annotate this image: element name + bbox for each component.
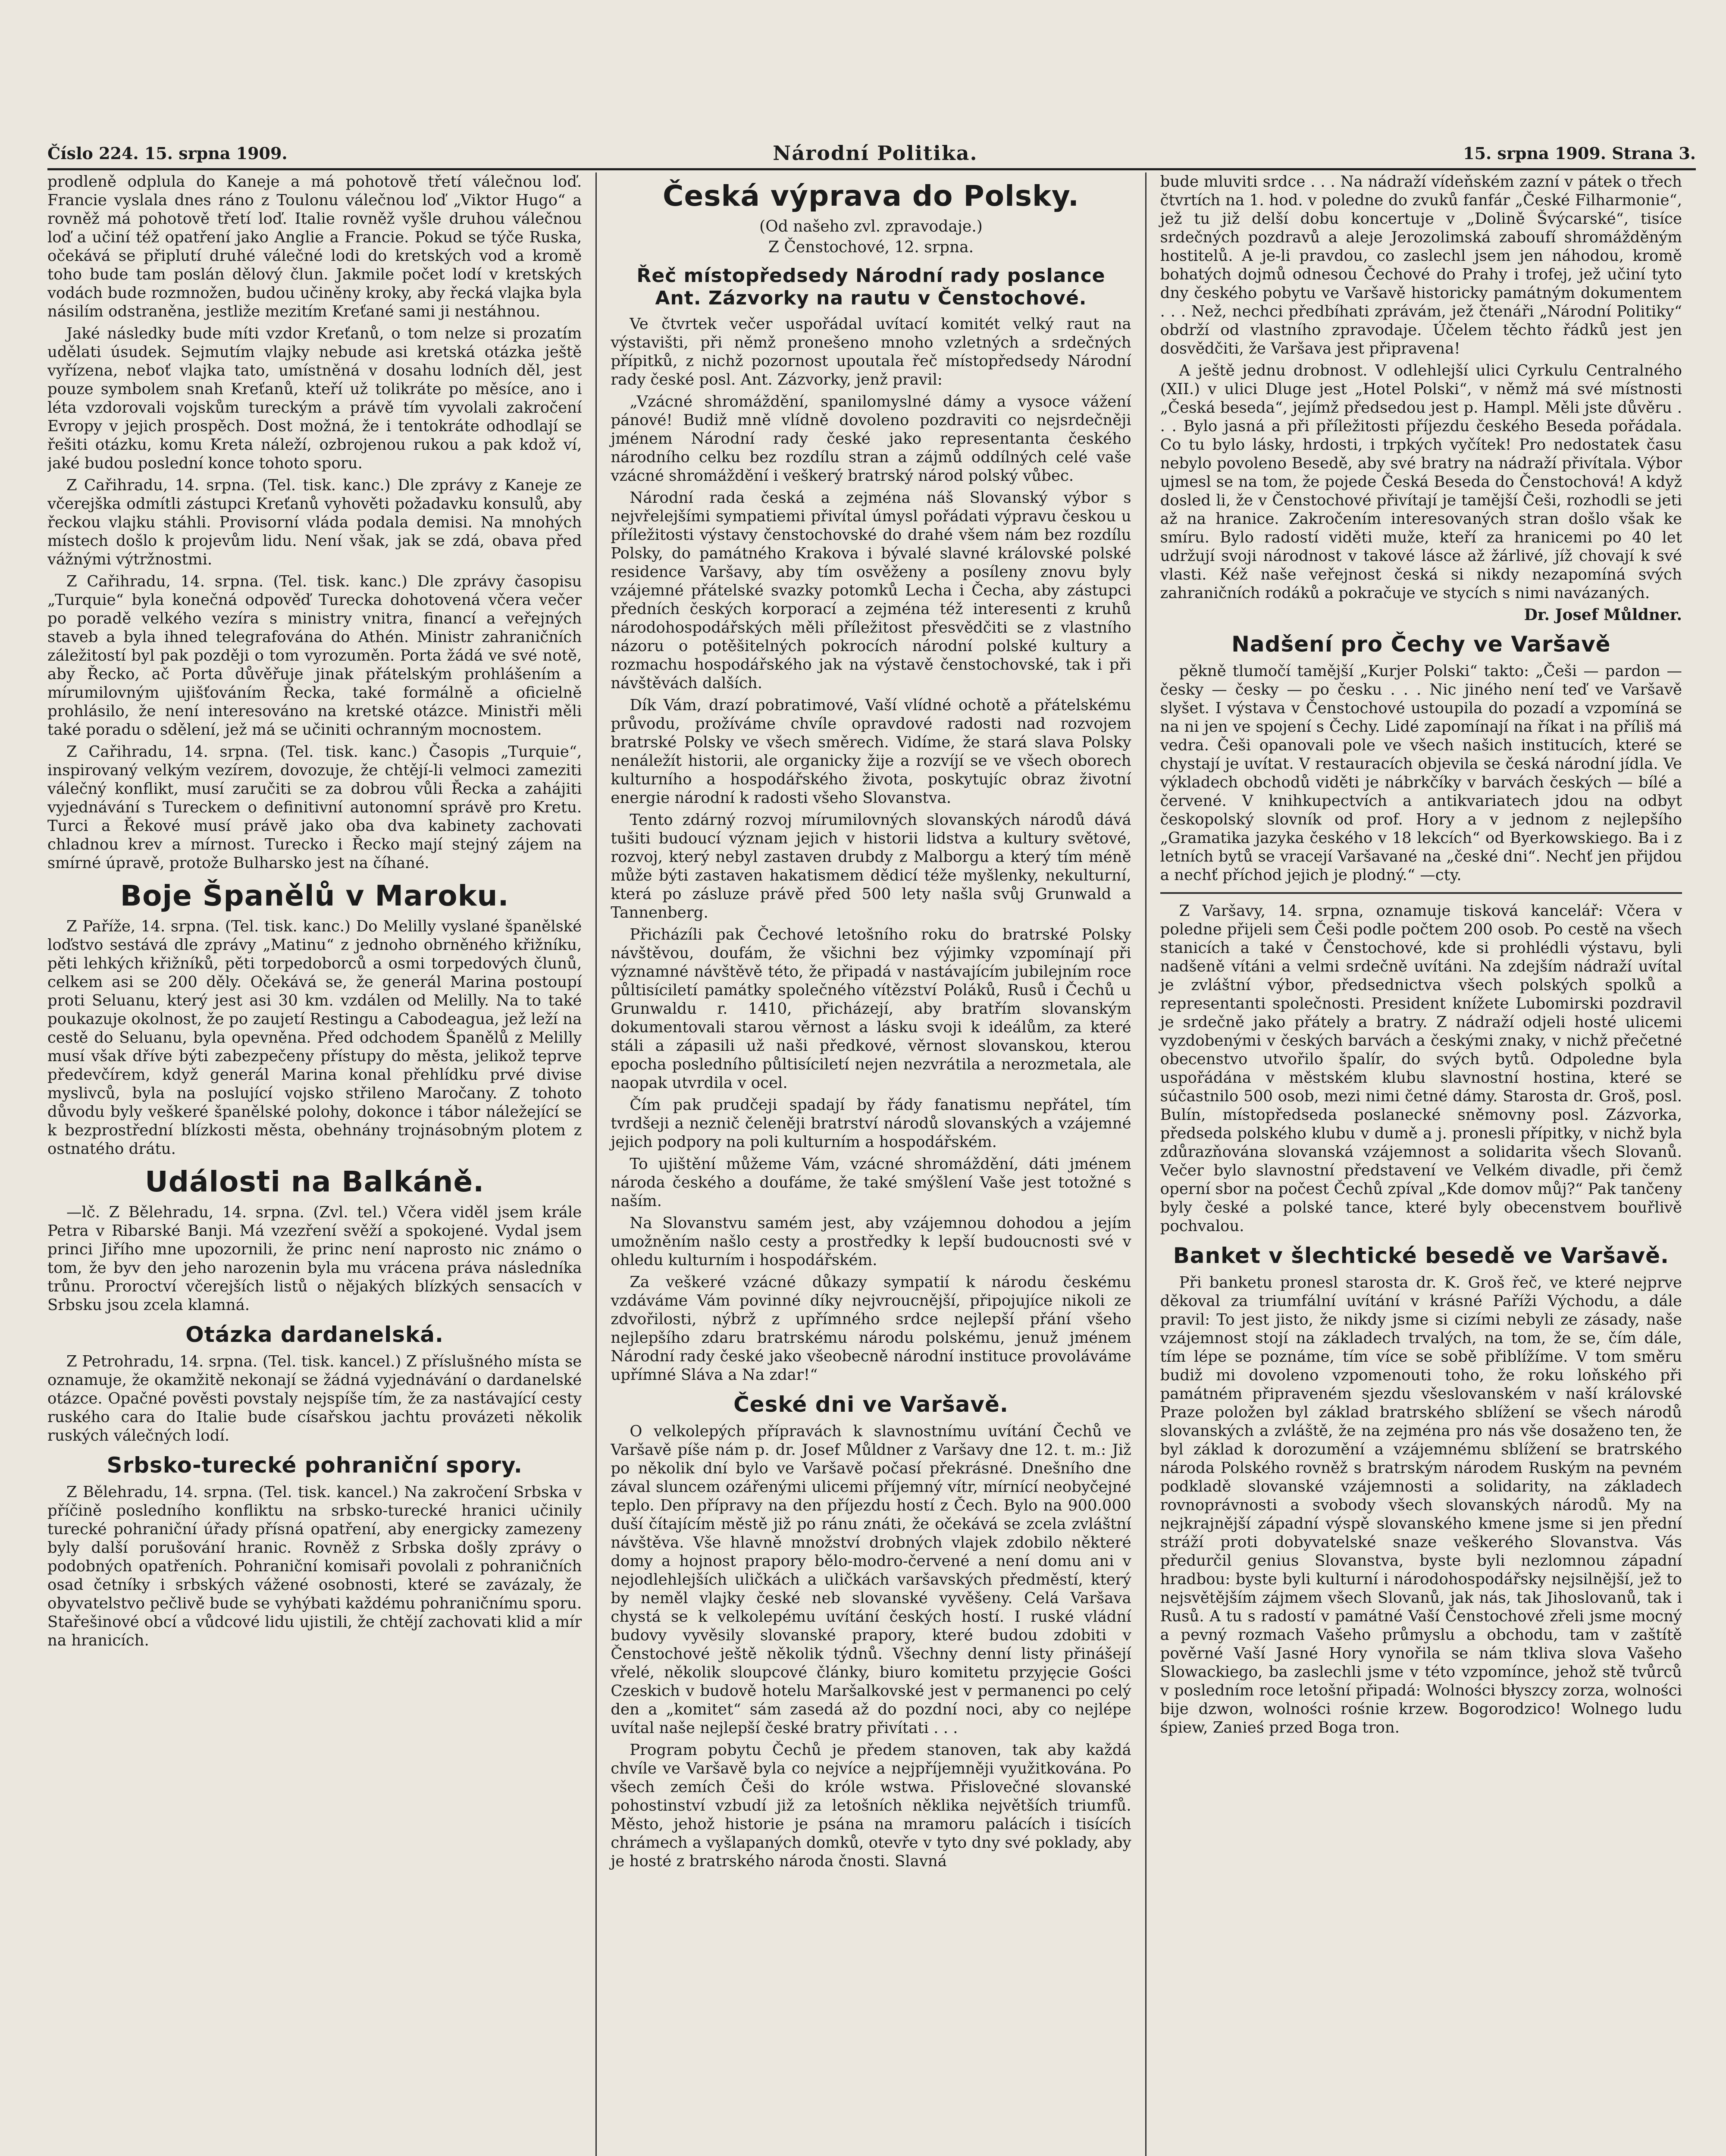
headline-udalosti-na-balkane: Události na Balkáně. — [145, 1165, 485, 1198]
paragraph: —lč. Z Bělehradu, 14. srpna. (Zvl. tel.) Včera viděl jsem krále Petra v Ribarské Banji. Má vzezření svěží a spokojené. Vydal jsem princi Jiřího mne upozornili, že princ není naprosto nic známo o tom, že byv den jeho narozenin byla mu vrácena práva následníka trůnu. Proroctví včerejších listů o nějakých blízkých sensacích v Srbsku jsou zcela klamná. — [47, 1203, 582, 1314]
paragraph: Čím pak prudčeji spadají by řády fanatismu nepřátel, tím tvrdšeji a neznič čeleněji bratrství národů slovanských a vzájemné jejich podpory na poli kulturním a hospodářském. — [611, 1096, 1131, 1151]
masthead — [47, 138, 1696, 170]
headline-rec-zazvorky: Řeč místopředsedy Národní rady poslance Ant. Zázvorky na rautu v Čenstochové. — [636, 265, 1106, 309]
paragraph: bude mluviti srdce . . . Na nádraží vídeňském zazní v pátek o třech čtvrtích na 1. hod. v poledne do zvuků fanfár „České Filharmonie“, jež tu již delší dobu koncertuje v „Dolině Švýcarské“, tisíce srdečných pozdravů a aleje Jerozolimská zaboufí shromážděným hostitelů. A je-li pravdou, co zaslechl jsem jen náhodou, kromě bohatých dojmů odnesou Čechové do Prahy i trofej, jež učiní tyto dny českého pobytu ve Varšavě historicky památným dokumentem . . . Než, nechci předbíhati zprávám, jež čtenáři „Národní Politiky“ obdrží od vlastního zpravodaje. Účelem těchto řádků jest jen dosvědčiti, že Varšava jest připravena! — [1160, 173, 1682, 357]
paragraph: Dík Vám, drazí pobratimové, Vaší vlídné ochotě a přátelskému průvodu, prožíváme chvíle opravdové radosti nad rozvojem bratrské Polsky ve všech směrech. Vidíme, že stará slava Polsky nenáležít historii, ale organicky žije a rozvíjí se ve všech oborech kulturního a hospodářského života, poskytujíc obraz životní energie národní k radosti všeho Slovanstva. — [611, 696, 1131, 807]
paragraph: Při banketu pronesl starosta dr. K. Groš řeč, ve které nejprve děkoval za triumfální uvítání v krásné Paříži Východu, a dále pravil: To jest jisto, že nikdy jsme si cizími nebyli ze zásady, naše vzájemnost stojí na základech trvalých, na tom, že se, čím dále, tím lépe se poznáme, tím více se sobě přiblížíme. V tom směru budiž mi dovoleno vzpomenouti toho, že roku loňského při památném připraveném sjezdu všeslovanském v naší královské Praze položen byl základ bratrského sblížení se všech národů slovanských a zvláště, že na zejména pro nás vše dosaženo ten, že byl základ k dorozumění a vzájemnému sblížení se bratrského národa Polského rovněž s bratrským národem Ruským na pevném podkladě slovanské vzájemnosti a solidarity, na základech rovnoprávnosti a svobody všech slovanských národů. My na nejkrajnější západní výspě slovanského kmene jsme si jen přední stráží proti dobyvatelské snaze veškerého Slovanstva. Vás předurčil genius Slovanstva, byste byli nezlomnou západní hradbou: byste byli kulturní i národohospodářsky nejsilnější, jež to nejsvětějším zájmem všech Slovanů, jak nás, tak Jihoslovanů, tak i Rusů. A tu s radostí v památné Vaší Čenstochové zřeli jsme mocný a pevný rozmach Vašeho průmyslu a obchodu, tam v zaštítě pověrné Vaší Jasné Hory vynořila se nám tkliva slova Vašeho Slowackiego, ba zaslechli jsme v této vzpomínce, jehož stě tvůrců v posledním roce letošní připadá: Wolności błyszcy zorza, wolności bije dzwon, wolności rośnie krzew. Bogorodzico! Wolnego ludu śpiew, Zanieś przed Boga tron. — [1160, 1274, 1682, 1736]
paragraph: To ujištění můžeme Vám, vzácné shromáždění, dáti jménem národa českého a doufáme, že také smýšlení Vaše jest totožné s naším. — [611, 1155, 1131, 1210]
author-signature: Dr. Josef Můldner. — [1524, 606, 1682, 624]
headline-ceske-dni: České dni ve Varšavě. — [733, 1392, 1009, 1417]
headline-otazka-dardanelska: Otázka dardanelská. — [185, 1322, 444, 1347]
column-2 — [597, 172, 1146, 2156]
paragraph: Z Cařihradu, 14. srpna. (Tel. tisk. kanc.) Dle zprávy časopisu „Turquie“ byla konečná odpověď Turecka dohotovená včera večer po poradě velkého vezíra s ministry vnitra, financí a veřejných staveb a byla ihned telegrafována do Athén. Ministr zahraničních záležitostí byl pak později o tom vyrozuměn. Porta žádá ve své notě, aby Řecko, ač Porta důvěřuje jinak přátelským prohlášením a mírumilovným ujišťováním Řecka, také formálně a oficielně prohlásilo, že není interesováno na kretské otázce. Ministři měli také poradu o sdělení, jež má se učiniti ochranným mocnostem. — [47, 573, 582, 739]
divider — [1160, 892, 1682, 894]
headline-boje-spanelu: Boje Španělů v Maroku. — [120, 879, 509, 912]
paragraph: O velkolepých přípravách k slavnostnímu uvítání Čechů ve Varšavě píše nám p. dr. Josef Můldner z Varšavy dne 12. t. m.: Již po několik dní bylo ve Varšavě počasí překrásné. Dnešního dne zával sluncem ozářenými ulicemi příjemný vítr, mírnící neobyčejné teplo. Den přípravy na den příjezdu hostí z Čech. Bylo na 900.000 duší čítajícím městě již po ránu znáti, že očekává se zcela zvláštní návštěva. Vše hlavně množství drobných vlajek zdobilo některé domy a hojnost prapory bělo-modro-červené a není domu ani v nejodlehlejších uličkách a uličkách varšavských předměstí, který by neměl vlajky české neb slovanské vyvěšeny. Celá Varšava chystá se k velkolepému uvítání českých hostí. I ruské vládní budovy vyvěsily slovanské prapory, které budou zdobiti v Čenstochové ještě několik týdnů. Všechny denní listy přinášejí vřelé, několik sloupcové články, biuro komitetu przyjęcie Gości Czeskich v budově hotelu Maršalkovské jest v permanenci po celý den a „komitet“ sám zasedá až do pozdní noci, aby co nejlépe uvítal naše nejlepší české bratry přivítati . . . — [611, 1423, 1131, 1737]
headline-ceska-vyprava: Česká výprava do Polsky. — [663, 179, 1079, 213]
paragraph: Z Cařihradu, 14. srpna. (Tel. tisk. kanc.) Dle zprávy z Kaneje ze včerejška odmítli zástupci Kreťanů vyhověti požadavku konsulů, aby řeckou vlajku stáhli. Provisorní vláda podala demisi. Na mnohých místech došlo k projevům lidu. Není však, jak se zdá, obava před vážnými výtržnostmi. — [47, 476, 582, 568]
issue-number-date: Číslo 224. 15. srpna 1909. — [47, 143, 288, 163]
paragraph: „Vzácné shromáždění, spanilomyslné dámy a vysoce vážení pánové! Budiž mně vlídně dovoleno pozdraviti co nejsrdečněji jménem Národní rady české jako representanta českého národního celku bez rozdílu stran a zájmů oddílných celé vaše vzácné shromáždění i veškerý bratrský národ polský vůbec. — [611, 393, 1131, 485]
page-date-number: 15. srpna 1909. Strana 3. — [1463, 143, 1696, 163]
paragraph: Z Bělehradu, 14. srpna. (Tel. tisk. kancel.) Na zakročení Srbska v příčině posledního konfliktu na srbsko-turecké hranici učinily turecké pohraniční úřady přísná opatření, aby energicky zamezeny byly další porušování hranic. Rovněž z Srbska došly zprávy o podobných opatřeních. Pohraniční komisaři povolali z pohraničních osad četníky i srbských vážené osobnosti, které se zavázaly, že obyvatelstvo pečlivě bude se vyhýbati každému pohraničnímu sporu. Stařešinové obcí a vůdcové lidu ujistili, že chtějí zachovati klid a mír na hranicích. — [47, 1483, 582, 1649]
paragraph: Ve čtvrtek večer uspořádal uvítací komitét velký raut na výstavišti, při němž pronešeno mnoho vzletných a srdečných přípitků, z nichž pozornost upoutala řeč místopředsedy Národní rady české posl. Ant. Zázvorky, jenž pravil: — [611, 315, 1131, 389]
paragraph: Národní rada česká a zejména náš Slovanský výbor s nejvřelejšími sympatiemi přivítal úmysl pořádati výpravu českou u příležitosti výstavy čenstochovské do drahé všem nám bez rozdílu Polsky, do památného Krakova i bývalé slavné královské polské residence Varšavy, aby tím osvěženy a posíleny znovu byly vzájemné přátelské svazky potomků Lecha i Čecha, aby zástupci předních českých korporací a zejména též interesenti z kruhů národohospodářských měli příležitost přesvědčiti se z vlastního názoru o potěšitelných pokrocích národní polské kultury a rozmachu hospodářského jak na výstavě čenstochovské, tak i při návštěvách dalších. — [611, 489, 1131, 692]
paragraph: A ještě jednu drobnost. V odlehlejší ulici Cyrkulu Centralného (XII.) v ulici Dluge jest „Hotel Polski“, v němž má své místnosti „Česká beseda“, jejímž předsedou jest p. Hampl. Měli jste důvěru . . . Bylo jasná a při příležitosti příjezdu českého Beseda pořádala. Co tu bylo lásky, hrdosti, i trpkých vyčítek! Pro nedostatek času nebylo povoleno Besedě, aby své bratry na nádraží přivítala. Výbor ujmesl se na tom, že pojede Česká Beseda do Čenstochová! A když dosled li, že v Čenstochové přivítají je tamější Češi, rozhodli se jeti až na hranice. Zakročením interesovaných stran došlo však ke smíru. Bylo radostí viděti muže, kteří za hranicemi po 40 let udržují svoji národnost v takové lásce až žárlivé, jíž chovají k své vlasti. Kéž naše veřejnost česká si nikdy nezapomíná svých zahraničních rodáků a pokračuje ve stycích s nimi navázaných. — [1160, 362, 1682, 602]
paragraph: pěkně tlumočí tamější „Kurjer Polski“ takto: „Češi — pardon — česky — česky — po česku . . . Nic jiného není teď ve Varšavě slyšet. I výstava v Čenstochové ustoupila do pozadí a vzpomíná se na ni jen ve spojení s Čechy. Lidé zapomínají na říkat i na příliš má vedra. Češi opanovali pole ve všech našich institucích, které se chystají je uvítat. V restauracích objevila se česká národní jídla. Ve výkladech obchodů viděti je nábrkčíky v barvách českých — bílé a červené. V knihkupectvích a antikvariatech jdou na odbyt českopolský slovník od prof. Hory a v jednom z nejlepšího „Gramatika jazyka českého v 18 lekcích“ od Byerkowskiego. Ba i z letních bytů se vracejí Varšavané na „české dni“. Nechť jen přijdou a nechť příchod jejich je plodný.“ —cty. — [1160, 662, 1682, 884]
dateline: Z Čenstochové, 12. srpna. — [768, 238, 974, 256]
newspaper-title: Národní Politika. — [773, 141, 978, 165]
columns — [47, 172, 1696, 2156]
paragraph: Přicházíli pak Čechové letošního roku do bratrské Polsky návštěvou, doufám, že všichni bez výjimky vzpomínají při významné návštěvě této, že připadá v nastávajícím jubilejním roce půltisíciletí památky společného vítězství Poláků, Rusů i Čechů u Grunwaldu r. 1410, přicházejí, aby bratřím slovanským dokumentovali starou věrnost a lásku svoji k ideálům, za které stáli a zápasili už naši předkové, věrnost slovanskou, kterou epocha posledního půltisíciletí nejen nezvrátila a nerozmetala, ale naopak utvrdila v ocel. — [611, 926, 1131, 1092]
headline-banket: Banket v šlechtické besedě ve Varšavě. — [1173, 1243, 1669, 1268]
paragraph: Z Paříže, 14. srpna. (Tel. tisk. kanc.) Do Melilly vyslané španělské loďstvo sestává dle zprávy „Matinu“ z jednoho obrněného křižníku, pěti lehkých křižníků, pěti torpedoborců a osmi torpedových člunů, celkem asi se 200 děly. Očekává se, že generál Marina postoupí proti Seluanu, který jest asi 30 km. vzdálen od Melilly. Na to také poukazuje okolnost, že po zaujetí Restingu a Cabodeagua, jež leží na cestě do Seluanu, byla opevněna. Před odchodem Španělů z Melilly musí však dříve býti zabezpečeny přístupy do města, jelikož teprve předevčírem, když generál Marina konal přehlídku prvé divise myslivců, byla na poslující vojsko střileno Maročany. Z tohoto důvodu byly veškeré španělské polohy, dokonce i tábor náležející se k bezprostřední blízkosti města, obehnány trojnásobným plotem z ostnatého drátu. — [47, 918, 582, 1158]
headline-srbsko-turecke-spory: Srbsko-turecké pohraniční spory. — [107, 1453, 523, 1478]
paragraph: Tento zdárný rozvoj mírumilovných slovanských národů dává tušiti budoucí význam jejich v historii lidstva a kultury světové, rozvoj, který nebyl zastaven drubdy z Malborgu a který tím méně může býti zastaven hakatismem dědicí téže myšlenky, nekulturní, která po zásluze právě před 500 lety našla svůj Grunwald a Tannenberg. — [611, 811, 1131, 921]
paragraph: Z Petrohradu, 14. srpna. (Tel. tisk. kancel.) Z příslušného místa se oznamuje, že okamžitě nekonají se žádná vyjednávání o dardanelské otázce. Opačné pověsti povstaly nejspíše tím, že za nastávající cesty ruského cara do Italie bude císařskou jachtu provázeti několik ruských válečných lodí. — [47, 1353, 582, 1445]
column-1 — [47, 172, 597, 2156]
paragraph: Z Varšavy, 14. srpna, oznamuje tisková kancelář: Včera v poledne přijeli sem Češi podle počtem 200 osob. Po cestě na všech stanicích a také v Čenstochové, kde si prohlédli výstavu, byli nadšeně vítáni a velmi srdečně uvítáni. Na zdejším nádraží uvítal je zvláštní výbor, předsednictva všech polských spolků a representanti společnosti. President knížete Lubomirski pozdravil je srdečně jako přátely a bratry. Z nádraží odjeli hosté ulicemi vyzdobenými v českých barvách a českými znaky, v nichž přečetné obecenstvo utvořilo špalír, do svých bytů. Odpoledne byla uspořádána v městském klubu slavnostní hostina, které se súčastnilo 500 osob, mezi nimi četné dámy. Starosta dr. Groš, posl. Bulín, místopředseda poslanecké sněmovny posl. Zázvorka, předseda polského klubu v dumě a j. pronesli přípitky, v nichž byla zdůrazňována slovanská vzájemnost a solidarita všech Slovanů. Večer bylo slavnostní představení ve Velkém divadle, při čemž operní sbor na počest Čechů zpíval „Kde domov můj?“ Pak tančeny byly české a polské tance, které byly obecenstvem bouřlivě pochvalou. — [1160, 902, 1682, 1235]
paragraph: prodleně odplula do Kaneje a má pohotově třetí válečnou loď. Francie vyslala dnes ráno z Toulonu válečnou loď „Viktor Hugo“ a rovněž má pohotově třetí loď. Italie rovněž vyšle druhou válečnou loď a učiní též opatření jako Anglie a Francie. Pokud se týče Ruska, očekává se připlutí druhé válečné lodi do kretských vod a kromě toho bude tam poslán dělový člun. Jakmile počet lodí v kretských vodách bude rozmnožen, budou učiněny kroky, aby řecká vlajka byla násilím odstraněna, jestliže mezitím Kreťané sami ji nestáhnou. — [47, 173, 582, 320]
paragraph: Za veškeré vzácné důkazy sympatií k národu českému vzdáváme Vám povinné díky nejvroucnější, připojujíce nikoli ze zdvořilosti, nýbrž z upřímného srdce nejlepší přání všeho nejlepšího zdaru bratrskému národu polskému, jenuž jménem Národní rady české jako všeobecně národní instituce provoláváme upřímné Sláva a Na zdar!“ — [611, 1273, 1131, 1384]
column-3 — [1146, 172, 1696, 2156]
paragraph: Na Slovanstvu samém jest, aby vzájemnou dohodou a jejím umožněním našlo cesty a prostředky k lepší budoucnosti své v ohledu kulturním i hospodářském. — [611, 1214, 1131, 1269]
paragraph: Program pobytu Čechů je předem stanoven, tak aby každá chvíle ve Varšavě byla co nejvíce a nejpříjemněji využitkována. Po všech zemích Češi do króle wstwa. Přislovečné slovanské pohostinství vzbudí již za letošních něklika největších triumfů. Město, jehož historie je psána na mramoru palácích i tisících chrámech a vyšlapaných domků, otevře v tyto dny své poklady, aby je hosté z bratrského národa čnosti. Slavná — [611, 1741, 1131, 1870]
headline-nadseni-pro-cechy: Nadšení pro Čechy ve Varšavě — [1231, 632, 1611, 657]
paragraph: Z Cařihradu, 14. srpna. (Tel. tisk. kanc.) Časopis „Turquie“, inspirovaný velkým vezírem, dovozuje, že chtějí-li velmoci zameziti válečný konflikt, musí zaručiti se za dobrou vůli Řecka a zahájiti vyjednávání s Tureckem o definitivní autonomní správě pro Kretu. Turci a Řekové musí právě jako oba dva kabinety zachovati chladnou krev a mírnost. Turecko i Řecko mají stejný zájem na smírné úpravě, protože Bulharsko jest na číhané. — [47, 743, 582, 872]
subheading-correspondent: (Od našeho zvl. zpravodaje.) — [759, 218, 983, 235]
paragraph: Jaké následky bude míti vzdor Kreťanů, o tom nelze si prozatím udělati úsudek. Sejmutím vlajky nebude asi kretská otázka ještě vyřízena, neboť vlajka tato, umístněná v dosahu lodních děl, jest pouze symbolem snah Kreťanů, kteří už tolikráte po měsíce, ano i léta vzdorovali vojskům tureckým a právě tím vyvolali zakročení Evropy v jejich prospěch. Dost možná, že i tentokráte odhodlají se řešiti otázku, komu Kreta náleží, ozbrojenou rukou a pak kdož ví, jaké budou poslední konce tohoto sporu. — [47, 325, 582, 472]
